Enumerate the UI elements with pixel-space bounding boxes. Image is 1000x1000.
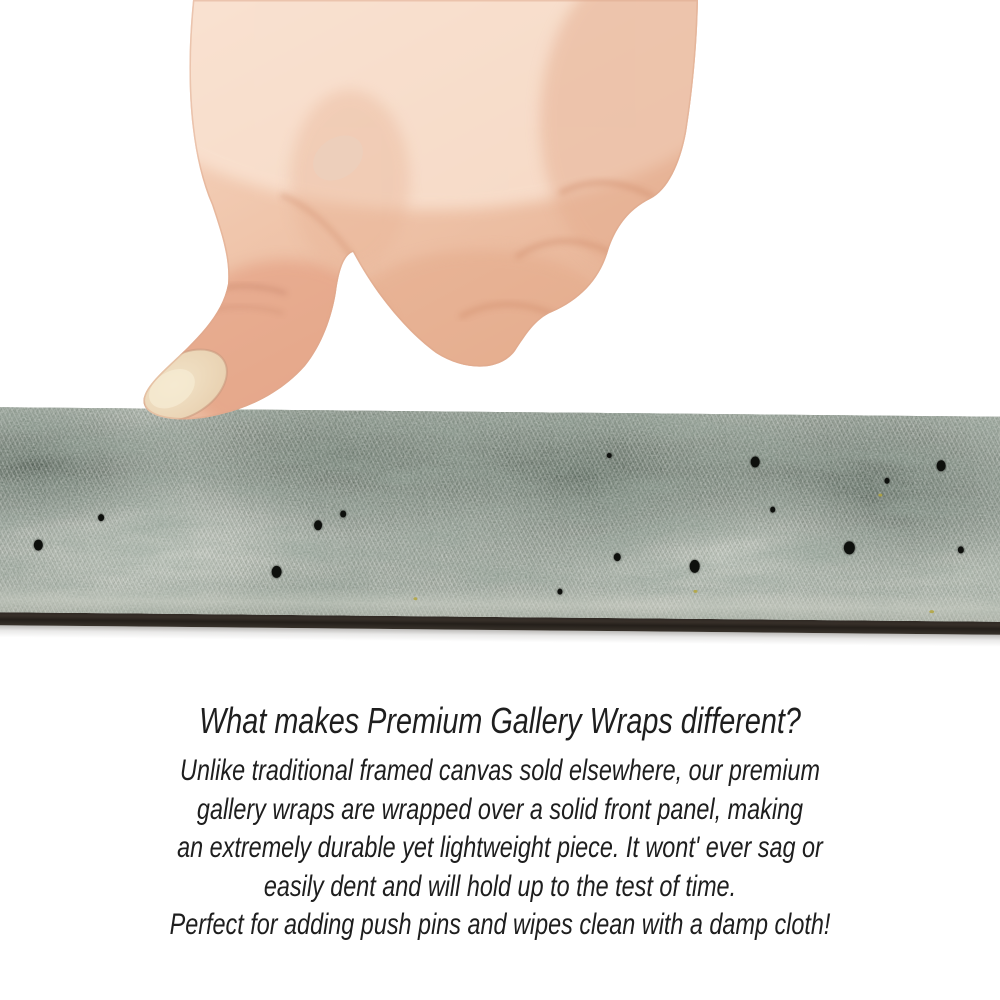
paint-speck [557, 589, 562, 595]
finger-under-shading [340, 250, 620, 410]
hand-photo [0, 0, 1000, 430]
yellow-paint-fleck [929, 610, 934, 613]
paint-speck [844, 541, 855, 554]
paint-speck [98, 514, 104, 521]
yellow-paint-fleck [693, 590, 697, 593]
body-line: an extremely durable yet lightweight piece. It wont' ever sag or [177, 831, 823, 864]
paint-speck [937, 460, 946, 471]
paint-speck [314, 520, 322, 530]
yellow-paint-fleck [413, 597, 417, 600]
paint-speck [340, 510, 346, 517]
paint-speck [751, 456, 760, 467]
paint-speck [690, 560, 700, 573]
paint-speck [884, 478, 889, 484]
yellow-paint-fleck [878, 494, 882, 497]
marketing-copy [0, 698, 1000, 945]
paint-speck [770, 507, 775, 513]
headline: What makes Premium Gallery Wraps different? [199, 700, 801, 741]
body-line: Unlike traditional framed canvas sold elsewhere, our premium [180, 754, 820, 787]
body-line: gallery wraps are wrapped over a solid front panel, making [196, 792, 804, 826]
paint-speck [614, 553, 621, 561]
canvas-texture [0, 407, 1000, 622]
paint-speck [34, 540, 43, 551]
paint-speck [958, 546, 964, 553]
paint-speck [272, 566, 282, 578]
palm-shading [290, 90, 410, 270]
paint-speck [607, 453, 612, 458]
canvas-wrap-edge-photo [0, 407, 1000, 657]
body-line: Perfect for adding push pins and wipes clean with a damp cloth! [169, 908, 831, 941]
body-line: easily dent and will hold up to the test of time. [263, 869, 737, 903]
